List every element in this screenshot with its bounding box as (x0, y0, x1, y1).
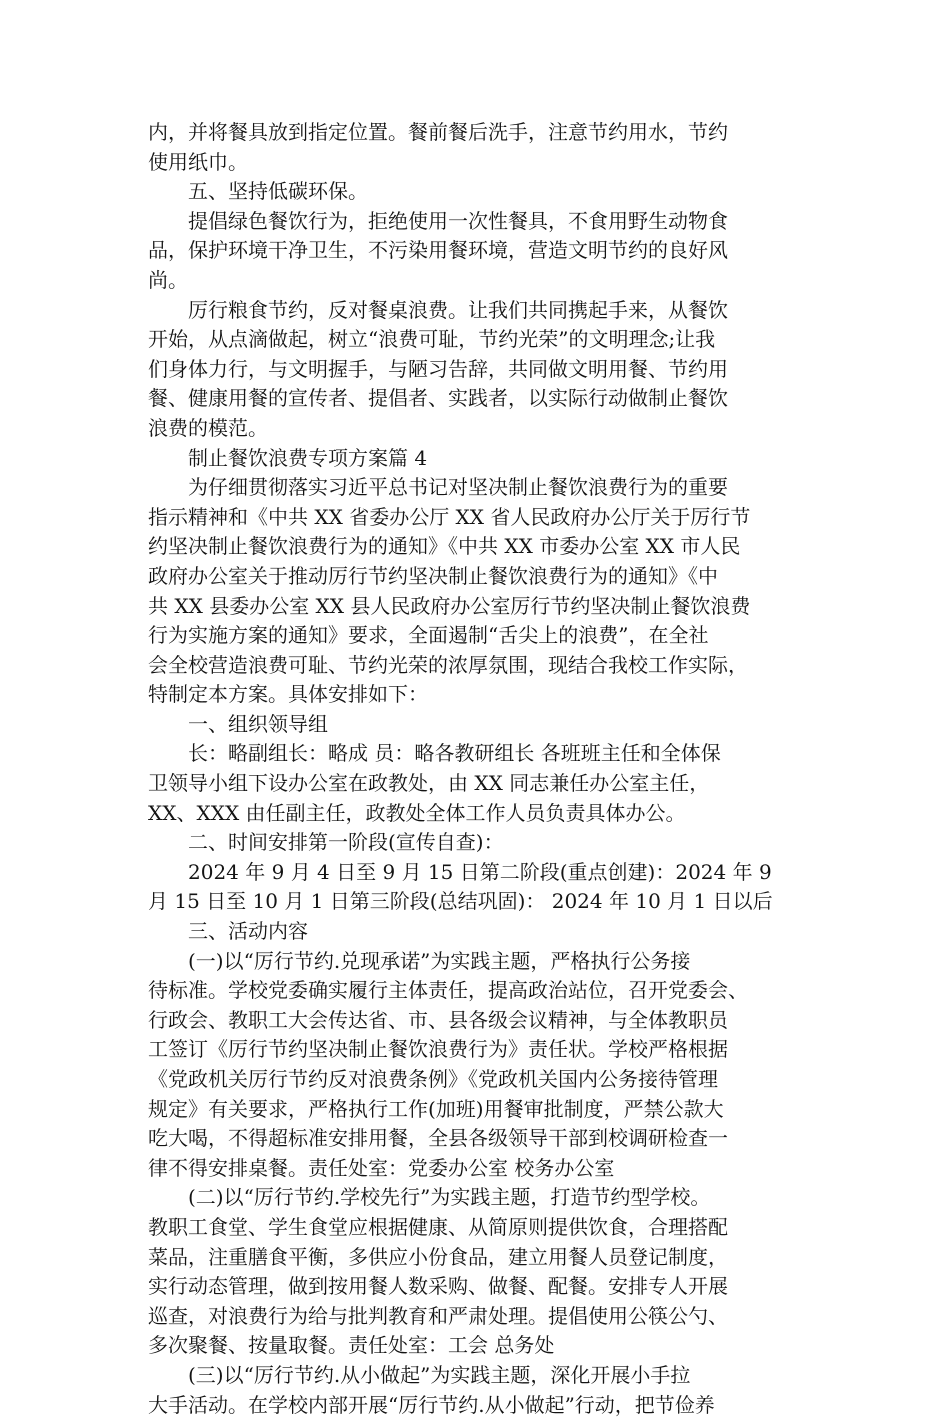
text-line: 多次聚餐、按量取餐。责任处室：工会 总务处 (148, 1333, 555, 1358)
paragraph-start-line: (一)以“厉行节约.兑现承诺”为实践主题，严格执行公务接 (188, 948, 691, 973)
paragraph-start-line: 三、活动内容 (188, 919, 308, 944)
paragraph-start-line: 长：略副组长：略成 员：略各教研组长 各班班主任和全体保 (188, 741, 721, 766)
paragraph-start-line: 制止餐饮浪费专项方案篇 4 (188, 445, 428, 470)
text-line: 们身体力行，与文明握手，与陋习告辞，共同做文明用餐、节约用 (148, 356, 728, 381)
text-line: 菜品，注重膳食平衡，多供应小份食品，建立用餐人员登记制度， (148, 1244, 728, 1269)
text-line: 会全校营造浪费可耻、节约光荣的浓厚氛围，现结合我校工作实际， (148, 652, 748, 677)
paragraph-start-line: (三)以“厉行节约.从小做起”为实践主题，深化开展小手拉 (188, 1362, 691, 1387)
text-line: 政府办公室关于推动厉行节约坚决制止餐饮浪费行为的通知》《中 (148, 563, 718, 588)
document-body (148, 118, 808, 1420)
text-line: 浪费的模范。 (148, 415, 268, 440)
text-line: 卫领导小组下设办公室在政教处，由 XX 同志兼任办公室主任， (148, 771, 710, 796)
text-line: 尚。 (148, 267, 188, 292)
text-line: 使用纸巾。 (148, 149, 248, 174)
text-line: 实行动态管理，做到按用餐人数采购、做餐、配餐。安排专人开展 (148, 1274, 728, 1299)
paragraph-start-line: 一、组织领导组 (188, 711, 328, 736)
text-line: 约坚决制止餐饮浪费行为的通知》《中共 XX 市委办公室 XX 市人民 (148, 534, 741, 559)
text-line: 特制定本方案。具体安排如下： (148, 682, 428, 707)
text-line: 行政会、教职工大会传达省、市、县各级会议精神，与全体教职员 (148, 1007, 728, 1032)
paragraph-start-line: (二)以“厉行节约.学校先行”为实践主题，打造节约型学校。 (188, 1185, 711, 1210)
text-line: 教职工食堂、学生食堂应根据健康、从简原则提供饮食，合理搭配 (148, 1214, 728, 1239)
text-line: XX、XXX 由任副主任，政教处全体工作人员负责具体办公。 (148, 800, 686, 825)
text-line: 餐、健康用餐的宣传者、提倡者、实践者，以实际行动做制止餐饮 (148, 386, 728, 411)
text-line: 月 15 日至 10 月 1 日第三阶段(总结巩固)： 2024 年 10 月 1 日以后 (148, 889, 773, 914)
paragraph-start-line: 提倡绿色餐饮行为，拒绝使用一次性餐具，不食用野生动物食 (188, 208, 728, 233)
paragraph-start-line: 厉行粮食节约，反对餐桌浪费。让我们共同携起手来，从餐饮 (188, 297, 728, 322)
text-line: 指示精神和《中共 XX 省委办公厅 XX 省人民政府办公厅关于厉行节 (148, 504, 751, 529)
paragraph-start-line: 2024 年 9 月 4 日至 9 月 15 日第二阶段(重点创建)：2024 年 9 (188, 859, 772, 884)
text-line: 品，保护环境干净卫生，不污染用餐环境，营造文明节约的良好风 (148, 238, 728, 263)
paragraph-start-line: 为仔细贯彻落实习近平总书记对坚决制止餐饮浪费行为的重要 (188, 475, 728, 500)
text-line: 共 XX 县委办公室 XX 县人民政府办公室厉行节约坚决制止餐饮浪费 (148, 593, 751, 618)
text-line: 吃大喝，不得超标准安排用餐，全县各级领导干部到校调研检查一 (148, 1126, 728, 1151)
text-line: 律不得安排桌餐。责任处室：党委办公室 校务办公室 (148, 1155, 615, 1180)
text-line: 待标准。学校党委确实履行主体责任，提高政治站位，召开党委会、 (148, 978, 748, 1003)
text-line: 《党政机关厉行节约反对浪费条例》《党政机关国内公务接待管理 (148, 1067, 718, 1091)
text-line: 规定》有关要求，严格执行工作(加班)用餐审批制度，严禁公款大 (148, 1096, 724, 1121)
text-line: 开始，从点滴做起，树立“浪费可耻，节约光荣”的文明理念;让我 (148, 327, 716, 352)
text-line: 行为实施方案的通知》要求，全面遏制“舌尖上的浪费”，在全社 (148, 623, 709, 648)
text-line: 内，并将餐具放到指定位置。餐前餐后洗手，注意节约用水，节约 (148, 120, 728, 144)
paragraph-start-line: 二、时间安排第一阶段(宣传自查)： (188, 830, 504, 855)
text-line: 大手活动。在学校内部开展“厉行节约.从小做起”行动，把节俭养 (148, 1392, 715, 1417)
paragraph-start-line: 五、坚持低碳环保。 (188, 179, 368, 204)
text-line: 巡查，对浪费行为给与批判教育和严肃处理。提倡使用公筷公勺、 (148, 1303, 728, 1328)
text-line: 工签订《厉行节约坚决制止餐饮浪费行为》责任状。学校严格根据 (148, 1037, 728, 1062)
